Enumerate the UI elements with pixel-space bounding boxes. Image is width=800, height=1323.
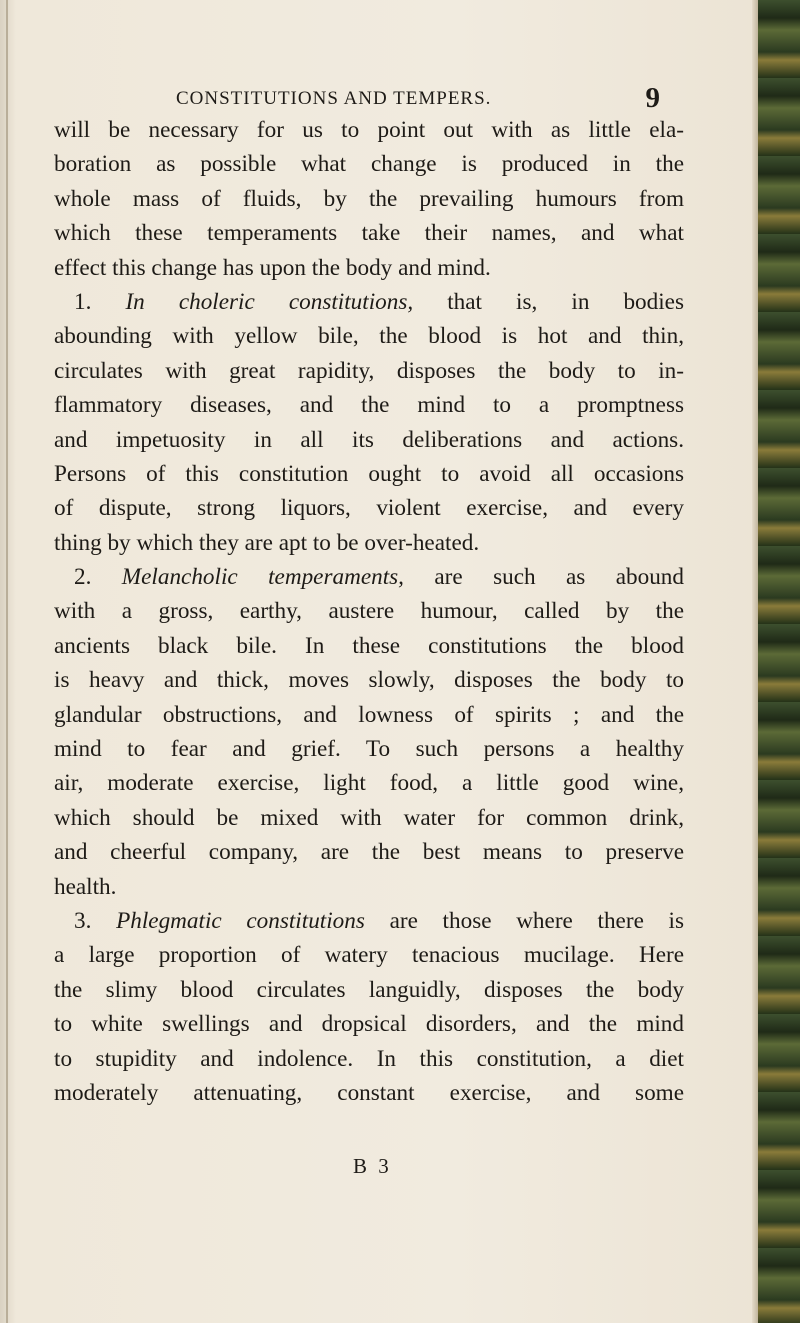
text-line [54,560,684,594]
text-line: a large proportion of watery tenacious mucilage. Here [54,942,684,969]
text-line: to stupidity and indolence. In this constitution, a diet [54,1045,684,1072]
text-line: and cheerful company, are the best means to preserve [54,839,684,866]
text-line: mind to fear and grief. To such persons a healthy [54,736,684,763]
text-line: effect this change has upon the body and mind. [54,254,491,281]
text-line: and impetuosity in all its deliberations and actions. [54,426,684,453]
text-line: with a gross, earthy, austere humour, called by the [54,598,684,625]
running-head-title: CONSTITUTIONS AND TEMPERS. [176,88,492,109]
text-line: Persons of this constitution ought to avoid all occasions [54,460,684,487]
text-line: of dispute, strong liquors, violent exercise, and every [54,495,684,522]
text-line: to white swellings and dropsical disorders, and the mind [54,1011,684,1038]
section-text: are such as abound [403,564,684,591]
running-head [176,82,696,112]
text-line: circulates with great rapidity, disposes the body to in- [54,357,684,384]
section-heading-italic: Phlegmatic constitutions [116,907,365,934]
section-heading-italic: In choleric constitutions, [125,288,414,315]
text-line [54,904,684,938]
text-line: glandular obstructions, and lowness of spirits ; and the [54,701,684,728]
text-line: is heavy and thick, moves slowly, disposes the body to [54,667,684,694]
section-text: that is, in bodies [413,288,685,315]
section-number: 2. [74,564,122,591]
text-line: moderately attenuating, constant exercise, and some [54,1079,684,1106]
section-heading-italic: Melancholic temperaments, [121,564,404,591]
text-line: will be necessary for us to point out with as little ela- [54,117,684,143]
text-line: thing by which they are apt to be over-heated. [54,529,480,556]
section-number: 1. [74,288,126,315]
body-text [54,113,684,1110]
text-line: ancients black bile. In these constitutions the blood [54,632,684,659]
signature-mark: B 3 [353,1154,392,1178]
text-line: flammatory diseases, and the mind to a promptness [54,392,684,419]
text-line: boration as possible what change is produced in the [54,151,684,178]
text-line: the slimy blood circulates languidly, disposes the body [54,976,684,1003]
text-line [54,285,684,319]
book-binding [758,0,800,1323]
section-text: are those where there is [364,907,685,934]
text-line: which should be mixed with water for common drink, [54,804,684,831]
section-number: 3. [74,907,117,934]
text-line: abounding with yellow bile, the blood is hot and thin, [54,323,684,350]
page-gutter [6,0,8,1323]
text-line: air, moderate exercise, light food, a little good wine, [54,770,684,797]
page-number: 9 [645,82,660,114]
text-line: health. [54,873,117,900]
text-line: which these temperaments take their names, and what [54,220,684,247]
text-line: whole mass of fluids, by the prevailing humours from [54,185,684,212]
